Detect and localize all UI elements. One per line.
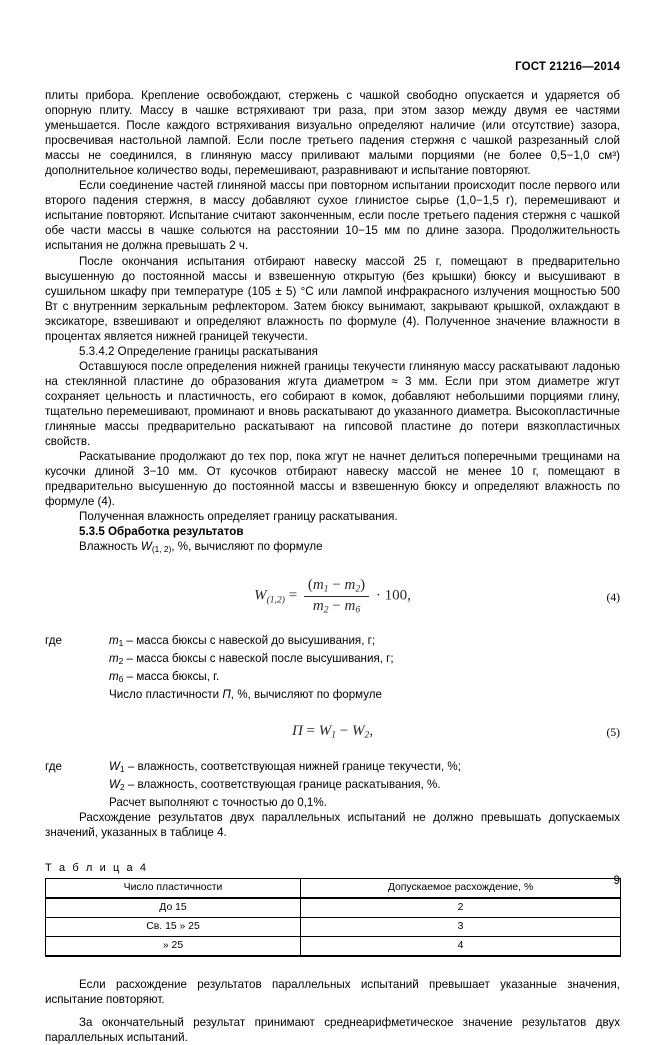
plasticity-deviation-table xyxy=(45,878,621,957)
cell-plasticity: » 25 xyxy=(46,936,301,956)
formula-5-lhs: П xyxy=(291,723,303,740)
lead-in-suffix: , %, вычисляют по формуле xyxy=(230,687,383,701)
table-header-row xyxy=(46,878,621,898)
running-head-standard-number: ГОСТ 21216—2014 xyxy=(515,61,620,73)
numerator-sub-1: 1 xyxy=(323,584,329,596)
where-label-1: где xyxy=(45,633,62,647)
spacer-before-table xyxy=(45,840,620,862)
formula-4-denominator xyxy=(304,597,369,616)
paragraph-2: Если соединение частей глиняной массы при повторном испытании происходит после первого или второго падения стержня, в массу добавляют сухое глинистое сырье (1,0−1,5 г), перемешивают и испытание повторяют. Испытание считают законченным, если после третьего падения стержня с чашкой обе части массы в чашке сольются на расстоянии 10−15 мм по длине зазора. Продолжительность испытания не должна превышать 2 ч. xyxy=(45,179,620,253)
denominator-var-1: m xyxy=(312,598,324,615)
variable-subscript: 2 xyxy=(118,655,124,666)
page-number: 9 xyxy=(613,874,620,887)
variable-symbol: W xyxy=(109,777,120,791)
paragraph-final-result: За окончательный результат принимают среднеарифметическое значение результатов двух параллельных испытаний. xyxy=(45,1016,620,1045)
formula-5-sub-2: 2 xyxy=(364,729,370,741)
denominator-sub-2: б xyxy=(355,604,361,616)
variable-subscript: 1 xyxy=(119,763,125,774)
variable-description: – масса бюксы с навеской до высушивания, г; xyxy=(123,633,376,647)
lead-in-prefix: Число пластичности xyxy=(109,687,223,701)
cell-deviation: 2 xyxy=(301,898,621,918)
formula-5-var-2: W xyxy=(352,723,365,740)
table-header-plasticity: Число пластичности xyxy=(46,878,301,898)
lead-in-suffix: , %, вычисляют по формуле xyxy=(171,540,323,554)
formula-5-sub-1: 1 xyxy=(331,729,337,741)
precision-note: Расчет выполняют с точностью до 0,1%. xyxy=(109,795,327,809)
variable-symbol: m xyxy=(109,669,119,683)
variable-subscript: 1 xyxy=(118,637,124,648)
paragraph-4: Оставшуюся после определения нижней границы текучести глиняную массу раскатывают ладонью на стеклянной пластине до образования жгута диаметром ≈ 3 мм. Если при этом диаметре жгут сохраняет цельность и пластичность, его собирают в комок, добавляют небольшими порциями глину, тщательно перемешивают, проминают и вновь раскатывают до указанного диаметра. Высокопластичные глиняные массы предварительно раскатывают на гипсовой пластине до потери вязкопластичных свойств. xyxy=(45,359,620,449)
formula-4-number: (4) xyxy=(606,591,620,605)
variable-definition-list-2 xyxy=(45,759,620,795)
table-caption: Т а б л и ц а 4 xyxy=(45,861,149,874)
numerator-var-1: m xyxy=(312,577,324,594)
paragraph-deviation-note: Расхождение результатов двух параллельных испытаний не должно превышать допускаемых значений, указанных в таблице 4. xyxy=(45,810,620,839)
formula-5-expression xyxy=(292,723,373,741)
formula-5-row xyxy=(45,722,620,741)
lead-in-subscript: (1, 2) xyxy=(151,544,172,555)
variable-definition-item xyxy=(109,651,620,669)
formula-5-trailing-comma: , xyxy=(369,723,374,740)
numerator-open-paren: ( xyxy=(307,577,313,594)
formula-4-multiplier: · 100 xyxy=(375,588,408,605)
where-label-2: где xyxy=(45,759,62,773)
variable-symbol: m xyxy=(109,651,119,665)
formula-4-lead-in xyxy=(45,539,620,557)
numerator-var-2: m xyxy=(344,577,356,594)
denominator-sub-1: 2 xyxy=(323,604,329,616)
formula-5-equals: = xyxy=(306,723,315,740)
variable-symbol: W xyxy=(109,759,120,773)
formula-4-trailing-comma: , xyxy=(407,588,411,605)
denominator-var-2: m xyxy=(344,598,356,615)
cell-deviation: 3 xyxy=(301,917,621,936)
page-body xyxy=(45,88,620,1045)
formula-4-lhs: W xyxy=(254,588,267,605)
section-heading-5-3-4-2: 5.3.4.2 Определение границы раскатывания xyxy=(79,344,318,358)
numerator-minus: − xyxy=(332,577,341,594)
variable-definition-item xyxy=(109,669,620,687)
paragraph-6: Полученная влажность определяет границу раскатывания. xyxy=(79,510,398,524)
formula-4-numerator xyxy=(304,577,369,597)
variable-subscript: б xyxy=(118,673,124,684)
paragraph-3: После окончания испытания отбирают навеску массой 25 г, помещают в предварительно высушенную до постоянной массы и взвешенную открытую (без крышки) бюксу и высушивают в сушильном шкафу при температуре (105 ± 5) °С или лампой инфракрасного излучения мощностью 500 Вт с внутренним зеркальным рефлектором. Затем бюксу вынимают, закрывают крышкой, охлаждают в эксикаторе, взвешивают и определяют влажность по формуле (4). Полученное значение влажности в процентах является нижней границей текучести. xyxy=(45,254,620,343)
table-row xyxy=(46,898,621,918)
formula-4-expression xyxy=(254,577,411,615)
lead-in-variable: П xyxy=(222,687,231,701)
lead-in-prefix: Влажность xyxy=(79,540,141,554)
formula-5-minus: − xyxy=(339,723,349,740)
cell-plasticity: До 15 xyxy=(46,898,301,918)
table-row xyxy=(46,917,621,936)
lead-in-variable: W xyxy=(140,540,152,554)
formula-4-fraction xyxy=(304,577,369,615)
denominator-minus: − xyxy=(332,598,341,615)
variable-symbol: m xyxy=(109,633,119,647)
variable-description: – влажность, соответствующая нижней границе текучести, %; xyxy=(124,759,461,773)
numerator-sub-2: 2 xyxy=(355,584,361,596)
table-header-deviation: Допускаемое расхождение, % xyxy=(301,878,621,898)
formula-4-equals: = xyxy=(288,588,298,605)
spacer-after-table xyxy=(45,957,620,977)
cell-deviation: 4 xyxy=(301,936,621,956)
variable-definition-item xyxy=(109,633,620,651)
variable-description: – масса бюксы, г. xyxy=(123,669,220,683)
section-heading-5-3-5: 5.3.5 Обработка результатов xyxy=(79,525,244,539)
formula-5-lead-in xyxy=(45,687,620,702)
variable-definition-item xyxy=(109,777,620,795)
paragraph-5: Раскатывание продолжают до тех пор, пока жгут не начнет делиться поперечными трещинами на кусочки длиной 3−10 мм. От кусочков отбирают навеску массой не менее 10 г, помещают в предварительно высушенную до постоянной массы и взвешенную бюксу и определяют влажность по формуле (4). xyxy=(45,450,620,509)
formula-5-number: (5) xyxy=(606,726,620,740)
formula-4-row xyxy=(45,577,620,615)
paragraph-continued-1: плиты прибора. Крепление освобождают, стержень с чашкой свободно опускается и ударяется об опорную плиту. Массу в чашке встряхивают три раза, при этом зазор между двумя ее частями уменьшается. После каждого встряхивания визуально определяют наличие (или отсутствие) зазора, просвечивая настольной лампой. Если после третьего падения стержня с чашкой разрезанный слой массы не соединился, в глиняную массу приливают малыми порциями (не более 0,5−1,0 см³) дополнительное количество воды, перемешивают, разравнивают и испытание повторяют. xyxy=(45,89,620,178)
formula-5-var-1: W xyxy=(318,723,332,740)
variable-description: – влажность, соответствующая границе раскатывания, %. xyxy=(124,777,441,791)
where-block-formula-4 xyxy=(45,633,620,702)
variable-description: – масса бюксы с навеской после высушивания, г; xyxy=(123,651,394,665)
variable-definition-list-1 xyxy=(45,633,620,687)
variable-definition-item xyxy=(109,759,620,777)
spacer-between-final-paragraphs xyxy=(45,1007,620,1015)
formula-4-lhs-subscript: (1,2) xyxy=(266,594,285,606)
paragraph-repeat-test: Если расхождение результатов параллельных испытаний превышает указанные значения, испытание повторяют. xyxy=(45,977,620,1006)
numerator-close-paren: ) xyxy=(360,577,366,594)
where-block-formula-5 xyxy=(45,759,620,810)
variable-subscript: 2 xyxy=(119,781,125,792)
table-row xyxy=(46,936,621,956)
cell-plasticity: Св. 15 » 25 xyxy=(46,917,301,936)
